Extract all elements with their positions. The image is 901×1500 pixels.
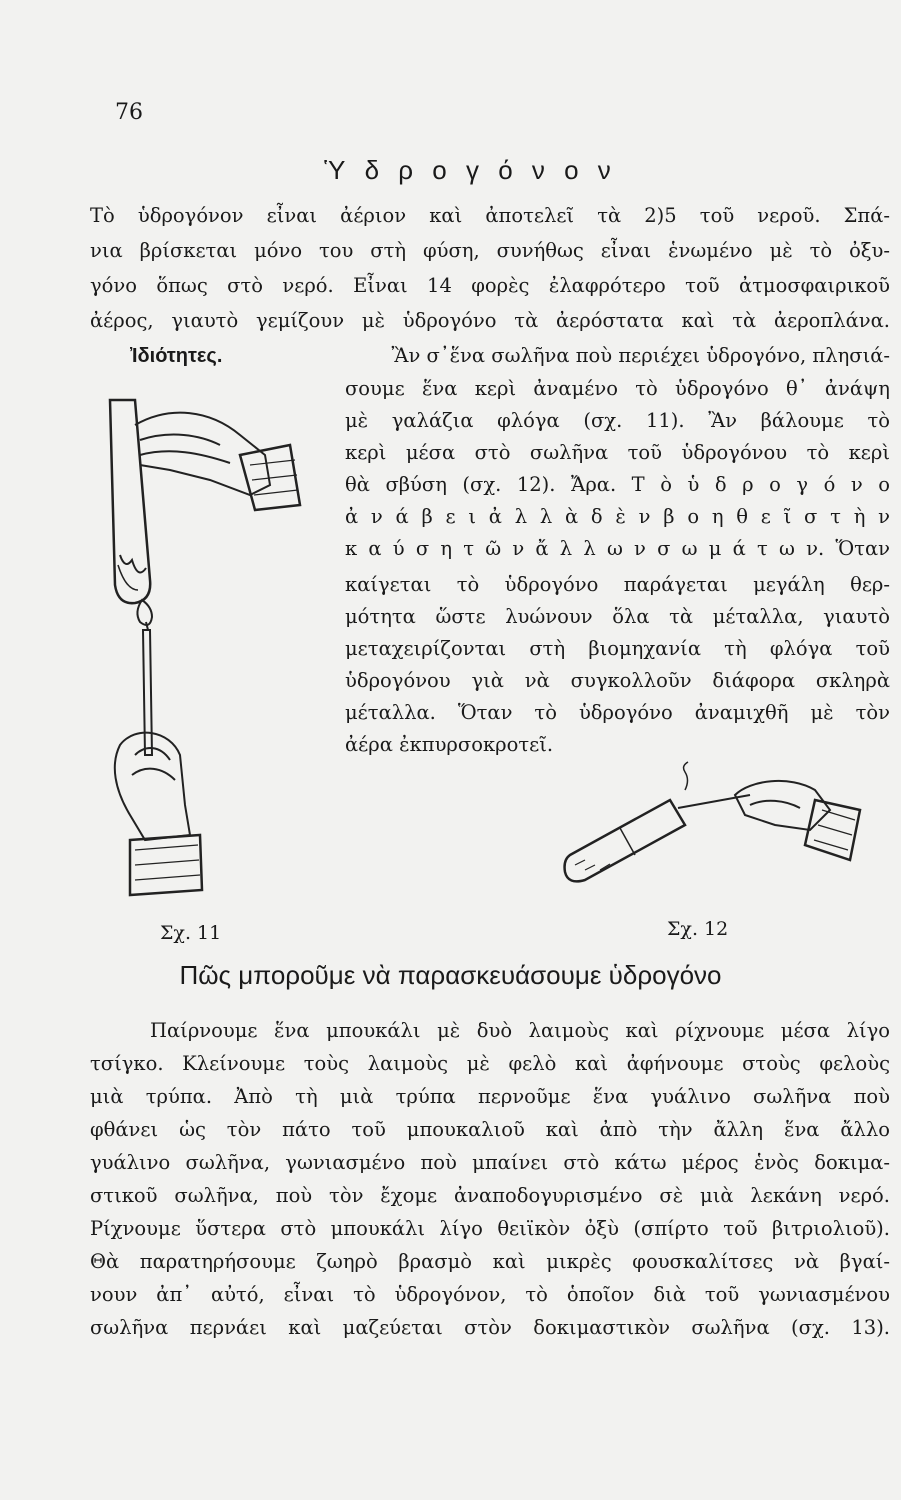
- properties-heading: Ἰδιότητες.: [130, 345, 223, 367]
- text-line: ἀ ν ά β ε ι ἀ λ λ ὰ δ ὲ ν β ο η θ ε ῖ σ τ ὴ ν: [345, 505, 890, 528]
- properties-first-text: Ἂν σ᾽ἕνα σωλῆνα ποὺ περιέχει ὑδρογόνο, πλησιά-: [391, 344, 890, 367]
- lower-hand-drawing: [115, 733, 202, 895]
- text-line: σωλῆνα περνάει καὶ μαζεύεται στὸν δοκιμαστικὸν σωλῆνα (σχ. 13).: [90, 1316, 890, 1339]
- figure-12-caption: Σχ. 12: [667, 918, 729, 940]
- text-line: σουμε ἕνα κερὶ ἀναμένο τὸ ὑδρογόνο θ᾽ ἀνάψη: [345, 377, 890, 400]
- text-line: μὲ γαλάζια φλόγα (σχ. 11). Ἂν βάλουμε τὸ: [345, 409, 890, 432]
- text-line: Θὰ παρατηρήσουμε ζωηρὸ βρασμὸ καὶ μικρὲς φουσκαλίτσες νὰ βγαί-: [90, 1250, 890, 1273]
- test-tube-drawing: [110, 400, 150, 603]
- text-line: Ρίχνουμε ὕστερα στὸ μπουκάλι λίγο θειϊκὸν ὀξὺ (σπίρτο τοῦ βιτριολιοῦ).: [90, 1217, 890, 1240]
- text-line: νια βρίσκεται μόνο του στὴ φύση, συνήθως εἶναι ἑνωμένο μὲ τὸ ὀξυ-: [90, 239, 890, 262]
- text-line: ἀέρα ἐκπυρσοκροτεῖ.: [345, 733, 554, 756]
- text-line: Τὸ ὑδρογόνον εἶναι ἀέριον καὶ ἀποτελεῖ τὰ 2)5 τοῦ νεροῦ. Σπά-: [90, 204, 890, 227]
- page-title: Ὑ δ ρ ο γ ό ν ο ν: [324, 155, 617, 185]
- text-line: κ α ύ σ η τ ῶ ν ἄ λ λ ω ν σ ω μ ά τ ω ν. Ὅταν: [345, 537, 890, 560]
- text-line: μότητα ὥστε λυώνουν ὅλα τὰ μέταλλα, γιαυτὸ: [345, 605, 890, 628]
- text-line: μεταχειρίζονται στὴ βιομηχανία τὴ φλόγα τοῦ: [345, 637, 890, 660]
- text-line: τσίγκο. Κλείνουμε τοὺς λαιμοὺς μὲ φελὸ καὶ ἀφήνουμε στοὺς φελοὺς: [90, 1052, 890, 1075]
- text-line: μιὰ τρύπα. Ἀπὸ τὴ μιὰ τρύπα περνοῦμε ἕνα γυάλινο σωλῆνα ποὺ: [90, 1085, 890, 1108]
- right-hand-drawing: [735, 781, 860, 860]
- tilted-tube-drawing: [565, 800, 685, 881]
- text-line: καίγεται τὸ ὑδρογόνο παράγεται μεγάλη θερ-: [345, 573, 890, 596]
- text-line: θὰ σβύση (σχ. 12). Ἄρα. Τ ὸ ὑ δ ρ ο γ ό ν ο: [345, 473, 890, 496]
- text-line: νουν ἀπ᾽ αὐτό, εἶναι τὸ ὑδρογόνον, τὸ ὁποῖον διὰ τοῦ γωνιασμένου: [90, 1283, 890, 1306]
- figure-11-caption: Σχ. 11: [160, 922, 222, 944]
- text-line: γόνο ὅπως στὸ νερό. Εἶναι 14 φορὲς ἐλαφρότερο τοῦ ἀτμοσφαιρικοῦ: [90, 274, 890, 297]
- text-line: γυάλινο σωλῆνα, γωνιασμένο ποὺ μπαίνει στὸ κάτω μέρος ἑνὸς δοκιμα-: [90, 1151, 890, 1174]
- text-line: στικοῦ σωλῆνα, ποὺ τὸν ἔχομε ἀναποδογυρισμένο σὲ μιὰ λεκάνη νερό.: [90, 1184, 890, 1207]
- page-number: 76: [115, 100, 143, 125]
- upper-hand-drawing: [135, 413, 300, 510]
- text-line: Παίρνουμε ἕνα μπουκάλι μὲ δυὸ λαιμοὺς καὶ ρίχνουμε μέσα λίγο: [150, 1019, 890, 1042]
- figure-11-illustration: [90, 385, 320, 915]
- text-line: μέταλλα. Ὅταν τὸ ὑδρογόνο ἀναμιχθῆ μὲ τὸν: [345, 701, 890, 724]
- smoke-wisp-drawing: [684, 762, 688, 790]
- text-line: ἀέρος, γιαυτὸ γεμίζουν μὲ ὑδρογόνο τὰ ἀερόστατα καὶ τὰ ἀεροπλάνα.: [90, 309, 890, 332]
- text-line: ὑδρογόνου γιὰ νὰ συγκολλοῦν διάφορα σκληρὰ: [345, 669, 890, 692]
- text-line: φθάνει ὡς τὸν πάτο τοῦ μπουκαλιοῦ καὶ ἀπὸ τὴν ἄλλη ἕνα ἄλλο: [90, 1118, 890, 1141]
- section-heading: Πῶς μποροῦμε νὰ παρασκευάσουμε ὑδρογόνο: [179, 960, 722, 990]
- figure-12-illustration: [560, 760, 880, 900]
- text-line: κερὶ μέσα στὸ σωλῆνα τοῦ ὑδρογόνου τὸ κερὶ: [345, 441, 890, 464]
- properties-first-line: [130, 345, 890, 367]
